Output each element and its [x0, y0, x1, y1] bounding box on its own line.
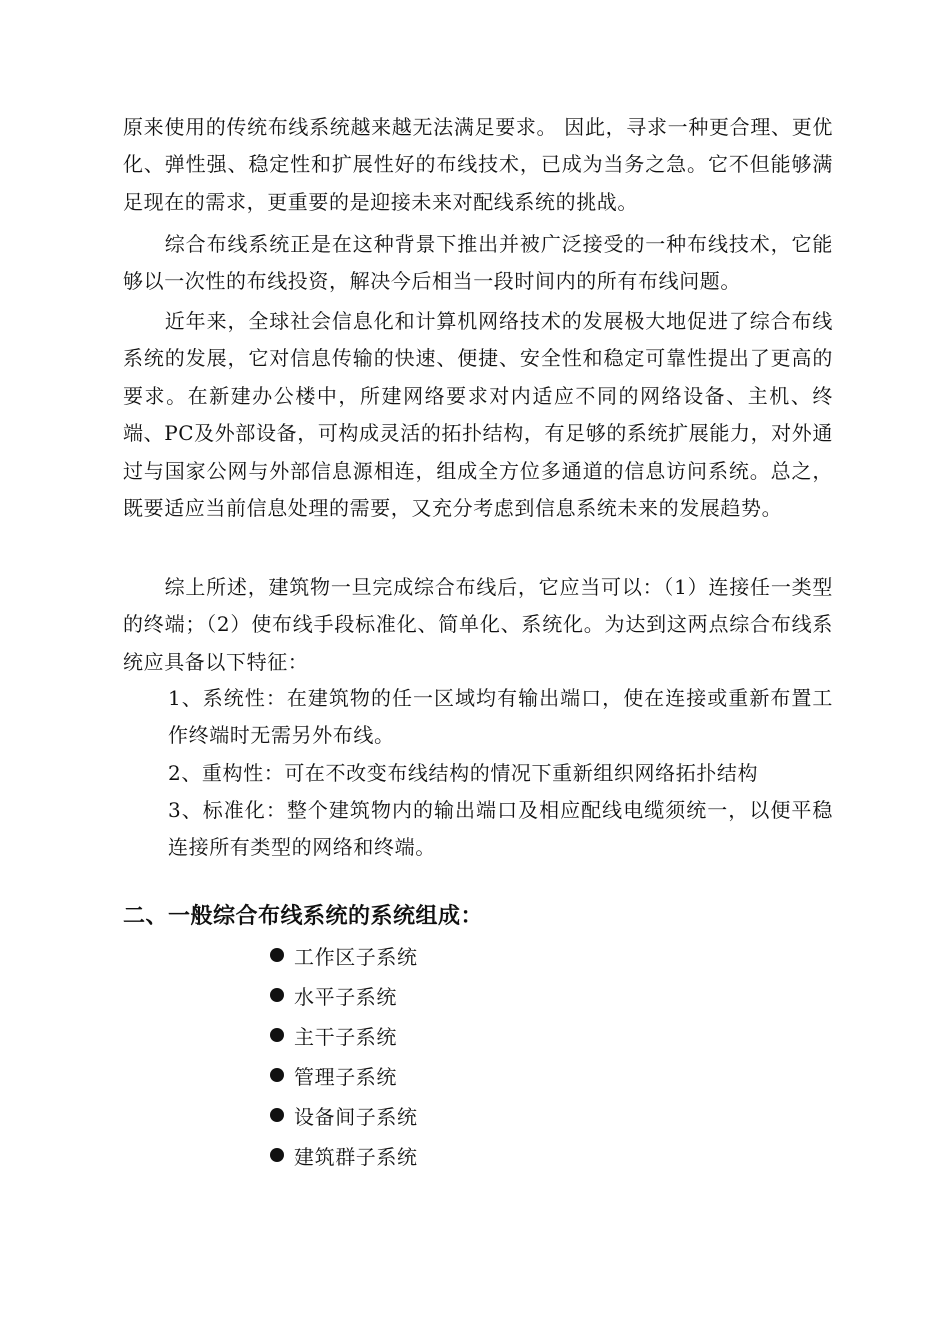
- feature-item-standardized: 3、标准化：整个建筑物内的输出端口及相应配线电缆须统一，以便平稳连接所有类型的网络和终端。: [168, 798, 833, 860]
- subsystem-label: 设备间子系统: [294, 1104, 418, 1129]
- list-item: [270, 935, 418, 975]
- subsystem-label: 建筑群子系统: [294, 1144, 418, 1169]
- paragraph-development: 近年来，全球社会信息化和计算机网络技术的发展极大地促进了综合布线系统的发展，它对信息传输的快速、便捷、安全性和稳定可靠性提出了更高的要求。在新建办公楼中，所建网络要求对内适应不同的网络设备、主机、终端、PC及外部设备，可构成灵活的拓扑结构，有足够的系统扩展能力，对外通过与国家公网与外部信息源相连，组成全方位多通道的信息访问系统。总之，既要适应当前信息处理的需要，又充分考虑到信息系统未来的发展趋势。: [123, 309, 833, 521]
- feature-item-systematic: 1、系统性：在建筑物的任一区域均有输出端口，使在连接或重新布置工作终端时无需另外布线。: [168, 686, 833, 748]
- section-heading: 二、一般综合布线系统的系统组成：: [123, 904, 484, 929]
- list-item: [270, 1095, 418, 1135]
- subsystem-list: [270, 935, 418, 1175]
- paragraph-summary: 综上所述，建筑物一旦完成综合布线后，它应当可以：（1）连接任一类型的终端；（2）使布线手段标准化、简单化、系统化。为达到这两点综合布线系统应具备以下特征：: [123, 575, 833, 674]
- list-item: [270, 975, 418, 1015]
- bullet-icon: [270, 948, 284, 962]
- subsystem-label: 水平子系统: [294, 984, 397, 1009]
- bullet-icon: [270, 1068, 284, 1082]
- paragraph-intro: 原来使用的传统布线系统越来越无法满足要求。 因此，寻求一种更合理、更优化、弹性强、稳定性和扩展性好的布线技术，已成为当务之急。它不但能够满足现在的需求，更重要的是迎接未来对配线系统的挑战。: [123, 115, 833, 214]
- bullet-icon: [270, 1108, 284, 1122]
- bullet-icon: [270, 1028, 284, 1042]
- feature-item-reconfigurable: 2、重构性：可在不改变布线结构的情况下重新组织网络拓扑结构: [168, 761, 759, 785]
- list-item: [270, 1055, 418, 1095]
- bullet-icon: [270, 1148, 284, 1162]
- list-item: [270, 1135, 418, 1175]
- paragraph-background: 综合布线系统正是在这种背景下推出并被广泛接受的一种布线技术，它能够以一次性的布线投资，解决今后相当一段时间内的所有布线问题。: [123, 232, 833, 294]
- subsystem-label: 主干子系统: [294, 1024, 397, 1049]
- subsystem-label: 工作区子系统: [294, 944, 418, 969]
- subsystem-label: 管理子系统: [294, 1064, 397, 1089]
- list-item: [270, 1015, 418, 1055]
- bullet-icon: [270, 988, 284, 1002]
